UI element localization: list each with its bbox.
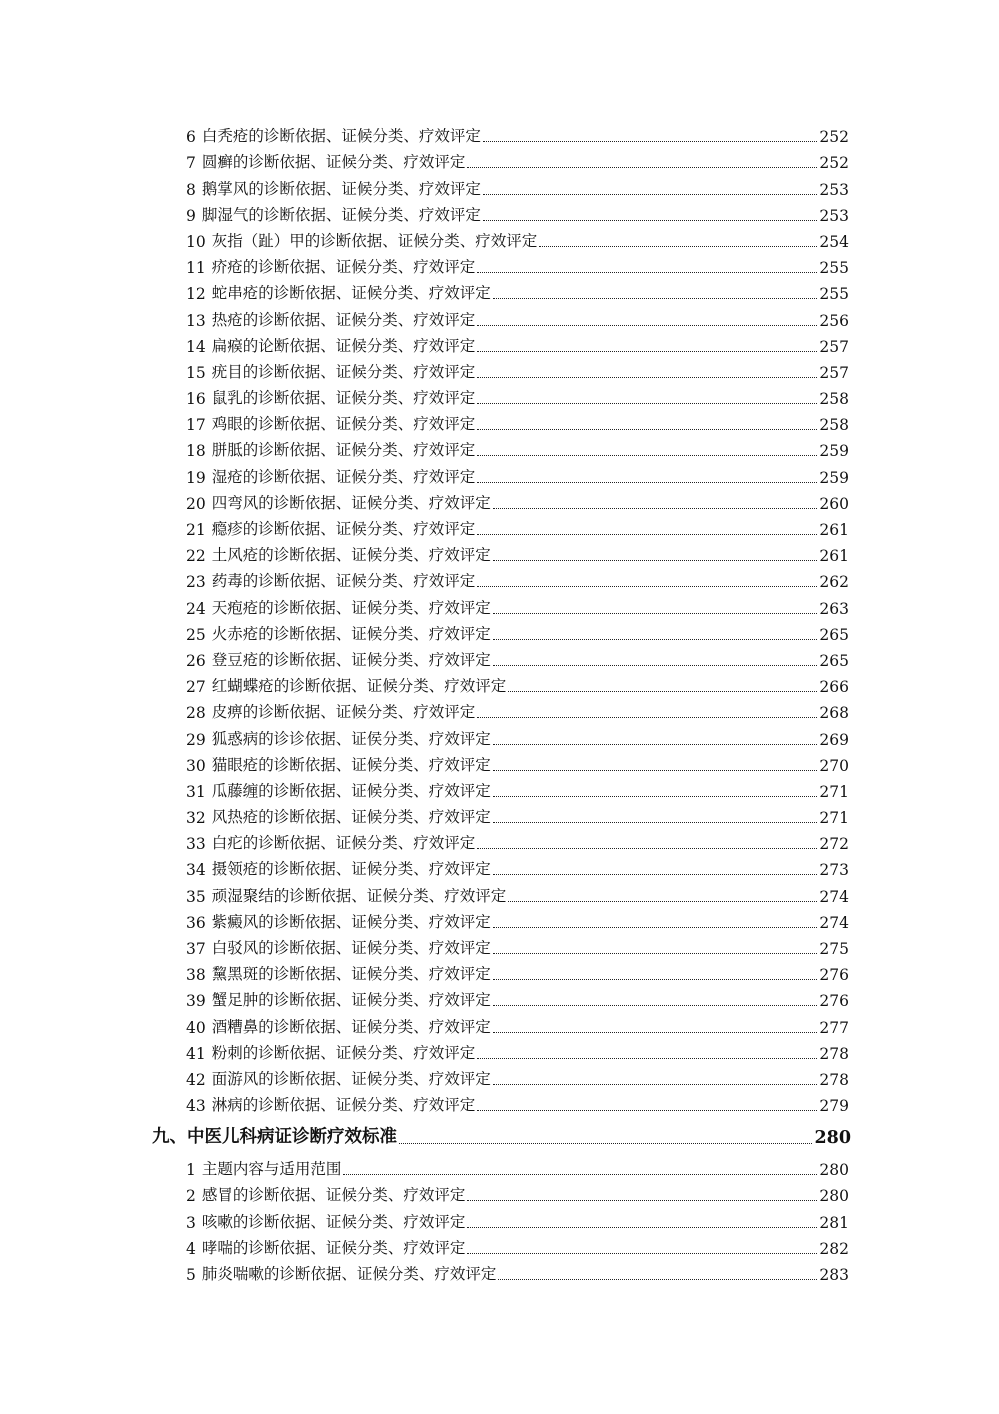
toc-entry[interactable] xyxy=(0,1065,849,1091)
toc-entry-number: 26 xyxy=(186,651,206,670)
toc-entry-title: 蟹足肿的诊断依据、证候分类、疗效评定 xyxy=(211,991,491,1010)
dot-leader xyxy=(467,1227,817,1228)
toc-page-number: 270 xyxy=(819,756,849,775)
toc-entry-number: 5 xyxy=(186,1265,196,1284)
dot-leader xyxy=(399,1143,812,1144)
dot-leader xyxy=(508,901,817,902)
toc-entry-number: 36 xyxy=(186,913,206,932)
dot-leader xyxy=(493,822,818,823)
table-of-contents xyxy=(0,122,999,1286)
toc-page-number: 269 xyxy=(819,730,849,749)
toc-entry-title: 摄领疮的诊断依据、证候分类、疗效评定 xyxy=(211,860,491,879)
toc-entry-title: 紫癜风的诊断依据、证候分类、疗效评定 xyxy=(211,912,491,931)
toc-entry[interactable] xyxy=(0,332,849,358)
dot-leader xyxy=(493,770,818,771)
toc-entry-title: 咳嗽的诊断依据、证候分类、疗效评定 xyxy=(201,1212,466,1231)
toc-entry[interactable] xyxy=(0,305,849,331)
dot-leader xyxy=(483,220,818,221)
dot-leader xyxy=(493,298,818,299)
toc-page-number: 279 xyxy=(819,1097,849,1116)
toc-entry-title: 风热疮的诊断依据、证候分类、疗效评定 xyxy=(211,808,491,827)
toc-section-title: 九、中医儿科病证诊断疗效标准 xyxy=(152,1127,397,1148)
toc-entry-number: 22 xyxy=(186,547,206,566)
toc-entry[interactable] xyxy=(0,593,849,619)
toc-entry-number: 32 xyxy=(186,809,206,828)
toc-page-number: 258 xyxy=(819,416,849,435)
toc-entry[interactable] xyxy=(0,724,849,750)
toc-entry-title: 药毒的诊断依据、证候分类、疗效评定 xyxy=(211,572,476,591)
toc-page-number: 278 xyxy=(819,1070,849,1089)
dot-leader xyxy=(493,979,818,980)
toc-page-number: 271 xyxy=(819,809,849,828)
dot-leader xyxy=(467,167,817,168)
toc-page-number: 280 xyxy=(819,1187,849,1206)
dot-leader xyxy=(477,848,817,849)
dot-leader xyxy=(477,377,817,378)
toc-entry-title: 脚湿气的诊断依据、证候分类、疗效评定 xyxy=(201,205,481,224)
toc-page-number: 253 xyxy=(819,206,849,225)
toc-page-number: 274 xyxy=(819,887,849,906)
dot-leader xyxy=(467,1253,817,1254)
toc-entry[interactable] xyxy=(0,227,849,253)
toc-entry-number: 15 xyxy=(186,363,206,382)
toc-page-number: 276 xyxy=(819,966,849,985)
dot-leader xyxy=(483,141,818,142)
dot-leader xyxy=(493,665,818,666)
toc-entry-title: 湿疮的诊断依据、证候分类、疗效评定 xyxy=(211,467,476,486)
toc-entry[interactable] xyxy=(0,174,849,200)
toc-page-number: 262 xyxy=(819,573,849,592)
toc-page-number: 252 xyxy=(819,154,849,173)
toc-page-number: 258 xyxy=(819,390,849,409)
toc-entry-title: 白疕的诊断依据、证候分类、疗效评定 xyxy=(211,834,476,853)
dot-leader xyxy=(483,194,818,195)
dot-leader xyxy=(467,1200,817,1201)
toc-entry-title: 疣目的诊断依据、证候分类、疗效评定 xyxy=(211,362,476,381)
toc-entry-title: 热疮的诊断依据、证候分类、疗效评定 xyxy=(211,310,476,329)
toc-page-number: 253 xyxy=(819,180,849,199)
toc-page-number: 256 xyxy=(819,311,849,330)
toc-entry-number: 24 xyxy=(186,599,206,618)
toc-entry-title: 顽湿聚结的诊断依据、证候分类、疗效评定 xyxy=(211,886,507,905)
dot-leader xyxy=(477,534,817,535)
toc-entry[interactable] xyxy=(0,436,849,462)
toc-entry-number: 37 xyxy=(186,940,206,958)
toc-entry[interactable] xyxy=(0,253,849,279)
toc-entry-title: 肺炎喘嗽的诊断依据、证候分类、疗效评定 xyxy=(201,1264,497,1283)
toc-entry-title: 登豆疮的诊断依据、证候分类、疗效评定 xyxy=(211,650,491,669)
toc-entry[interactable] xyxy=(0,1260,849,1286)
toc-page-number: 276 xyxy=(819,992,849,1011)
dot-leader xyxy=(477,272,817,273)
toc-entry-number: 35 xyxy=(186,887,206,906)
dot-leader xyxy=(493,953,818,954)
toc-entry-number: 25 xyxy=(186,625,206,644)
toc-entry-number: 12 xyxy=(186,285,206,304)
toc-entry-number: 33 xyxy=(186,835,206,854)
toc-page-number: 265 xyxy=(819,651,849,670)
toc-entry[interactable] xyxy=(0,646,849,672)
toc-entry-number: 4 xyxy=(186,1239,196,1258)
toc-page-number: 280 xyxy=(819,1161,849,1180)
toc-entry[interactable] xyxy=(0,122,849,148)
toc-page-number: 265 xyxy=(819,625,849,644)
toc-entry-title: 四弯风的诊断依据、证候分类、疗效评定 xyxy=(211,493,491,512)
dot-leader xyxy=(498,1279,817,1280)
toc-entry-title: 猫眼疮的诊断依据、证候分类、疗效评定 xyxy=(211,755,491,774)
toc-entry[interactable] xyxy=(0,1153,849,1181)
toc-entry[interactable] xyxy=(0,1234,849,1260)
toc-entry[interactable] xyxy=(0,986,849,1012)
dot-leader xyxy=(477,351,817,352)
toc-entry[interactable] xyxy=(0,777,849,803)
toc-entry-title: 鼠乳的诊断依据、证候分类、疗效评定 xyxy=(211,389,476,408)
dot-leader xyxy=(493,560,818,561)
toc-entry-number: 14 xyxy=(186,337,206,356)
toc-entry-title: 酒糟鼻的诊断依据、证候分类、疗效评定 xyxy=(211,1017,491,1036)
toc-entry-number: 17 xyxy=(186,416,206,435)
toc-entry-title: 蛇串疮的诊断依据、证候分类、疗效评定 xyxy=(211,284,491,303)
dot-leader xyxy=(539,246,817,247)
toc-page-number: 263 xyxy=(819,599,849,618)
toc-entry-title: 瘾疹的诊断依据、证候分类、疗效评定 xyxy=(211,520,476,538)
toc-entry[interactable] xyxy=(0,462,849,488)
toc-entry-number: 29 xyxy=(186,730,206,749)
toc-entry[interactable] xyxy=(0,698,849,724)
toc-page-number: 261 xyxy=(819,521,849,539)
dot-leader xyxy=(493,1032,818,1033)
toc-page-number: 254 xyxy=(819,232,849,251)
toc-entry-number: 28 xyxy=(186,704,206,723)
toc-entry-title: 粉刺的诊断依据、证候分类、疗效评定 xyxy=(211,1043,476,1062)
toc-entry-number: 31 xyxy=(186,782,206,801)
dot-leader xyxy=(508,691,817,692)
toc-entry-title: 胼胝的诊断依据、证候分类、疗效评定 xyxy=(211,441,476,460)
toc-page-number: 275 xyxy=(819,940,849,958)
toc-entry-number: 6 xyxy=(186,128,196,147)
toc-entry-title: 疥疮的诊断依据、证候分类、疗效评定 xyxy=(211,258,476,277)
toc-page-number: 277 xyxy=(819,1018,849,1037)
dot-leader xyxy=(493,1005,818,1006)
toc-page-number: 281 xyxy=(819,1213,849,1232)
toc-entry-title: 白秃疮的诊断依据、证候分类、疗效评定 xyxy=(201,127,481,146)
toc-entry-number: 21 xyxy=(186,521,206,539)
toc-page-number: 282 xyxy=(819,1239,849,1258)
dot-leader xyxy=(343,1174,817,1175)
toc-entry-title: 土风疮的诊断依据、证候分类、疗效评定 xyxy=(211,546,491,565)
toc-entry-title: 圆癣的诊断依据、证候分类、疗效评定 xyxy=(201,153,466,172)
toc-page-number: 252 xyxy=(819,128,849,147)
dot-leader xyxy=(477,1110,817,1111)
toc-page-number: 283 xyxy=(819,1265,849,1284)
toc-entry-title: 天疱疮的诊断依据、证候分类、疗效评定 xyxy=(211,598,491,617)
toc-entry[interactable] xyxy=(0,1207,849,1233)
toc-entry-title: 主题内容与适用范围 xyxy=(201,1160,342,1179)
toc-entry[interactable] xyxy=(0,881,849,907)
toc-entry-title: 面游风的诊断依据、证候分类、疗效评定 xyxy=(211,1069,491,1088)
toc-entry[interactable] xyxy=(0,279,849,305)
toc-entry[interactable] xyxy=(0,934,849,960)
dot-leader xyxy=(477,717,817,718)
toc-entry-number: 19 xyxy=(186,468,206,487)
toc-entry[interactable] xyxy=(0,751,849,777)
toc-page-number: 255 xyxy=(819,259,849,278)
toc-page-number: 259 xyxy=(819,442,849,461)
toc-entry[interactable] xyxy=(0,1181,849,1207)
toc-entry-number: 2 xyxy=(186,1187,196,1206)
dot-leader xyxy=(477,1058,817,1059)
toc-page-number: 260 xyxy=(819,494,849,513)
toc-entry[interactable] xyxy=(0,803,849,829)
toc-entry-title: 鸡眼的诊断依据、证候分类、疗效评定 xyxy=(211,415,476,434)
toc-entry[interactable] xyxy=(0,1039,849,1065)
toc-entry-title: 感冒的诊断依据、证候分类、疗效评定 xyxy=(201,1186,466,1205)
toc-entry-number: 42 xyxy=(186,1070,206,1089)
dot-leader xyxy=(477,325,817,326)
toc-entry[interactable] xyxy=(0,541,849,567)
toc-page-number: 255 xyxy=(819,285,849,304)
toc-entry[interactable] xyxy=(0,1091,849,1117)
toc-page-number: 257 xyxy=(819,363,849,382)
toc-section-heading[interactable] xyxy=(0,1117,851,1153)
toc-entry-number: 34 xyxy=(186,861,206,880)
toc-entry-number: 40 xyxy=(186,1018,206,1037)
toc-page-number: 271 xyxy=(819,782,849,801)
toc-entry-title: 黧黑斑的诊断依据、证候分类、疗效评定 xyxy=(211,965,491,984)
toc-entry-number: 20 xyxy=(186,494,206,513)
toc-entry-number: 1 xyxy=(186,1161,196,1180)
toc-entry[interactable] xyxy=(0,489,849,515)
toc-page-number: 272 xyxy=(819,835,849,854)
toc-entry-number: 8 xyxy=(186,180,196,199)
toc-entry[interactable] xyxy=(0,829,849,855)
toc-entry-title: 白驳风的诊断依据、证候分类、疗效评定 xyxy=(211,939,491,957)
toc-page-number: 257 xyxy=(819,337,849,356)
toc-page-number: 268 xyxy=(819,704,849,723)
toc-entry[interactable] xyxy=(0,1012,849,1038)
toc-entry-number: 27 xyxy=(186,678,206,697)
dot-leader xyxy=(493,927,818,928)
toc-entry-number: 23 xyxy=(186,573,206,592)
toc-page-number: 280 xyxy=(814,1128,851,1149)
toc-entry-title: 哮喘的诊断依据、证候分类、疗效评定 xyxy=(201,1238,466,1257)
toc-entry-title: 扁瘊的论断依据、证候分类、疗效评定 xyxy=(211,336,476,355)
toc-entry[interactable] xyxy=(0,908,849,934)
dot-leader xyxy=(477,455,817,456)
toc-page-number: 261 xyxy=(819,547,849,566)
toc-entry-number: 18 xyxy=(186,442,206,461)
toc-entry-title: 瓜藤缠的诊断依据、证候分类、疗效评定 xyxy=(211,781,491,800)
toc-page-number: 278 xyxy=(819,1044,849,1063)
toc-page-number: 266 xyxy=(819,678,849,697)
toc-entry-number: 3 xyxy=(186,1213,196,1232)
dot-leader xyxy=(493,639,818,640)
toc-page-number: 274 xyxy=(819,913,849,932)
toc-entry-title: 淋病的诊断依据、证候分类、疗效评定 xyxy=(211,1096,476,1115)
toc-entry-number: 11 xyxy=(186,259,206,278)
dot-leader xyxy=(493,744,818,745)
toc-entry[interactable] xyxy=(0,515,849,541)
toc-page-number: 259 xyxy=(819,468,849,487)
dot-leader xyxy=(493,1084,818,1085)
toc-entry-number: 30 xyxy=(186,756,206,775)
dot-leader xyxy=(493,508,818,509)
dot-leader xyxy=(493,796,818,797)
toc-entry-title: 皮痹的诊断依据、证候分类、疗效评定 xyxy=(211,703,476,722)
toc-entry[interactable] xyxy=(0,201,849,227)
toc-entry-number: 38 xyxy=(186,966,206,985)
toc-page-number: 273 xyxy=(819,861,849,880)
toc-entry[interactable] xyxy=(0,960,849,986)
dot-leader xyxy=(493,613,818,614)
toc-entry[interactable] xyxy=(0,384,849,410)
toc-entry[interactable] xyxy=(0,855,849,881)
toc-entry[interactable] xyxy=(0,358,849,384)
dot-leader xyxy=(493,874,818,875)
dot-leader xyxy=(477,586,817,587)
toc-entry[interactable] xyxy=(0,410,849,436)
toc-entry-number: 39 xyxy=(186,992,206,1011)
toc-entry-number: 9 xyxy=(186,206,196,225)
dot-leader xyxy=(477,403,817,404)
toc-entry-title: 红蝴蝶疮的诊断依据、证候分类、疗效评定 xyxy=(211,677,507,696)
toc-entry-title: 狐惑病的诊诊依据、证侯分类、疗效评定 xyxy=(211,729,491,748)
toc-entry[interactable] xyxy=(0,620,849,646)
toc-entry-number: 43 xyxy=(186,1097,206,1116)
toc-entry-title: 火赤疮的诊断依据、证候分类、疗效评定 xyxy=(211,624,491,643)
toc-entry-title: 灰指（趾）甲的诊断依据、证候分类、疗效评定 xyxy=(211,231,538,250)
toc-entry-number: 16 xyxy=(186,390,206,409)
toc-entry[interactable] xyxy=(0,672,849,698)
toc-entry[interactable] xyxy=(0,567,849,593)
toc-entry-number: 41 xyxy=(186,1044,206,1063)
dot-leader xyxy=(477,429,817,430)
toc-entry[interactable] xyxy=(0,148,849,174)
toc-entry-number: 7 xyxy=(186,154,196,173)
dot-leader xyxy=(477,482,817,483)
toc-entry-number: 10 xyxy=(186,232,206,251)
toc-entry-title: 鹅掌风的诊断依据、证候分类、疗效评定 xyxy=(201,179,481,198)
toc-entry-number: 13 xyxy=(186,311,206,330)
